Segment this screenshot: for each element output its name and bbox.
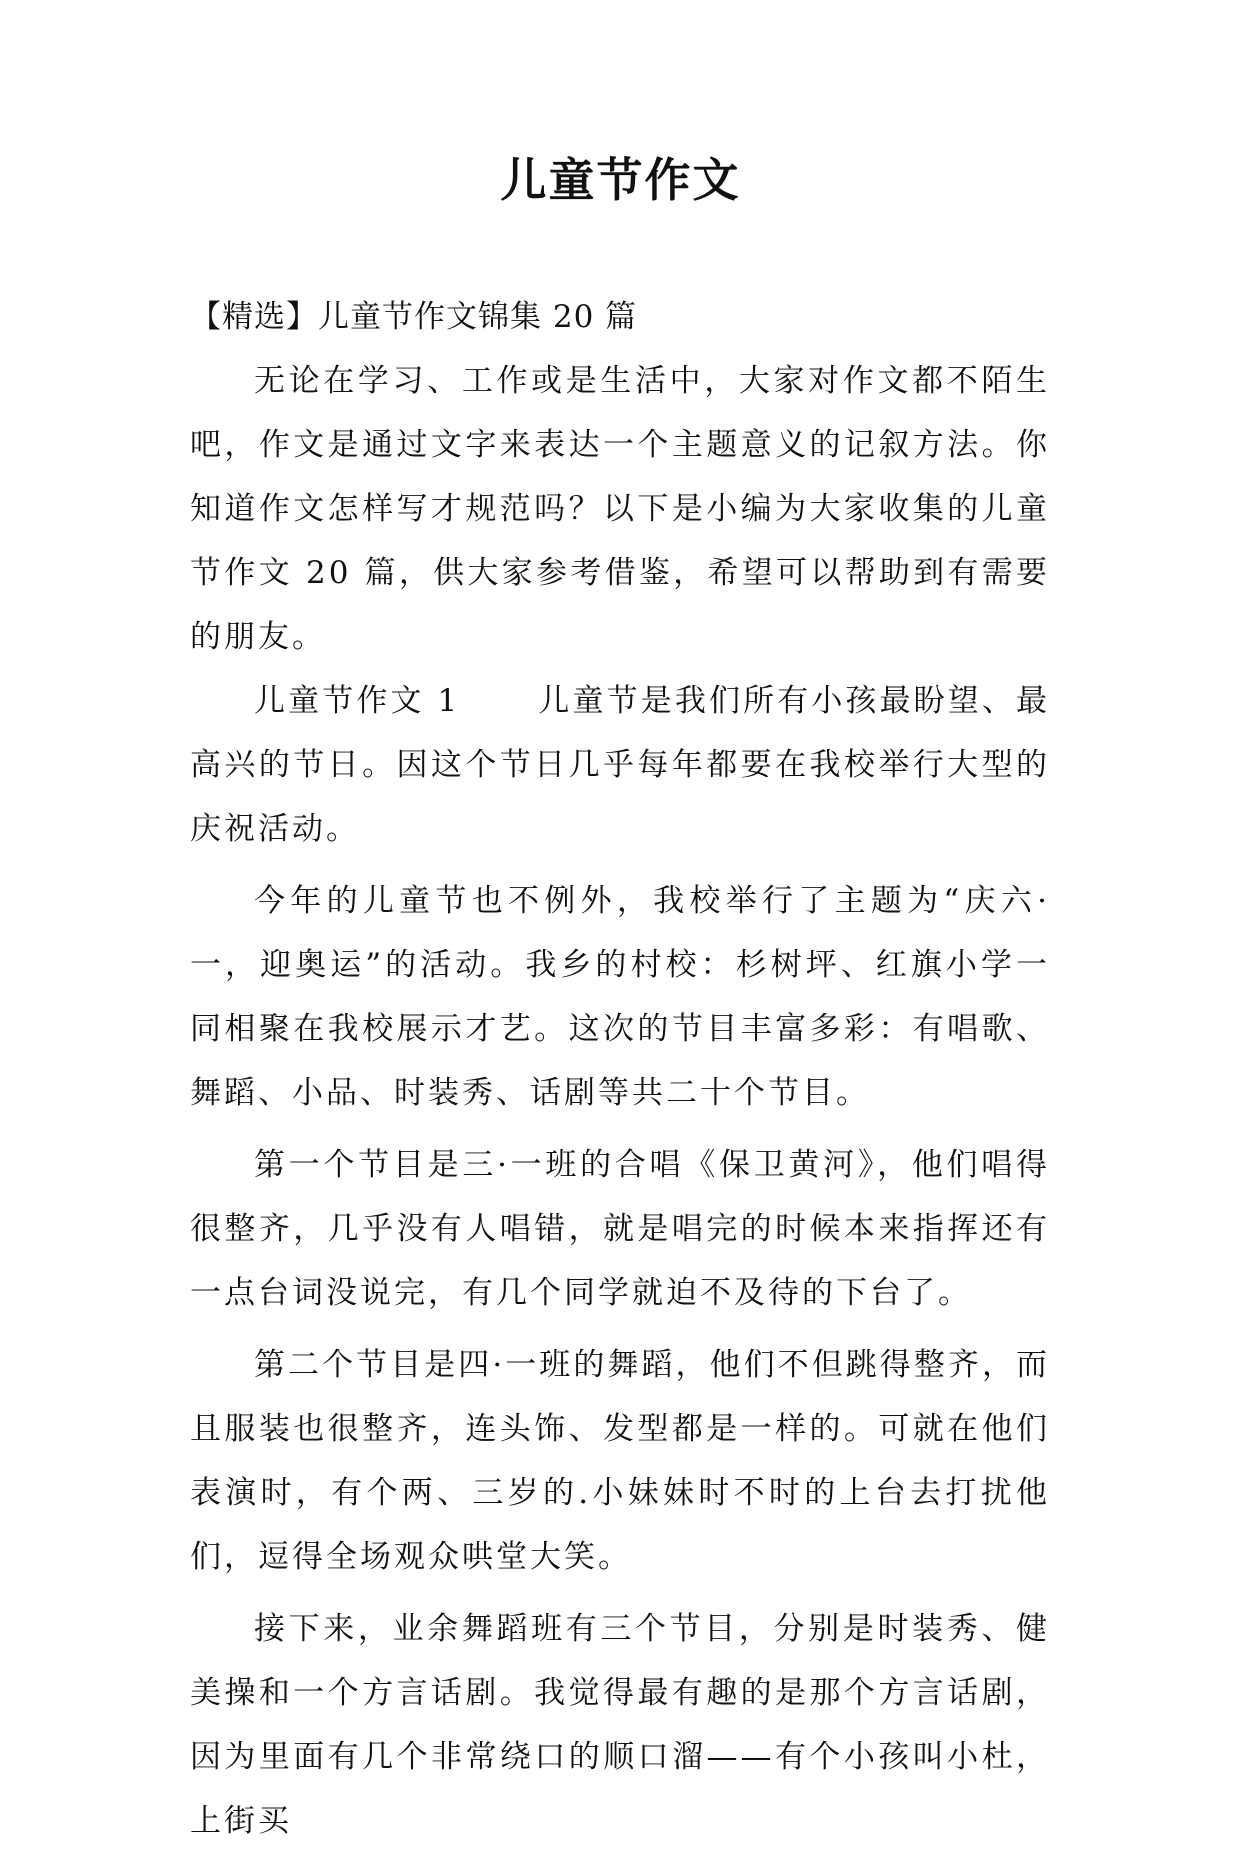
body-paragraph: 今年的儿童节也不例外，我校举行了主题为“庆六·一，迎奥运”的活动。我乡的村校：杉树坪、红旗小学一同相聚在我校展示才艺。这次的节目丰富多彩：有唱歌、舞蹈、小品、时装秀、话剧等共二十个节目。 xyxy=(190,883,1050,1111)
essay-1-paragraph xyxy=(190,669,1050,861)
essay-1-first-text: 儿童节是我们所有小孩最盼望、最高兴的节日。因这个节日几乎每年都要在我校举行大型的庆祝活动。 xyxy=(190,683,1051,847)
document-title: 儿童节作文 xyxy=(500,153,741,207)
document-subtitle: 【精选】儿童节作文锦集 20 篇 xyxy=(190,299,638,335)
intro-paragraph: 无论在学习、工作或是生活中，大家对作文都不陌生吧，作文是通过文字来表达一个主题意义的记叙方法。你知道作文怎样写才规范吗？以下是小编为大家收集的儿童节作文 20 篇，供大家参考借鉴，希望可以帮助到有需要的朋友。 xyxy=(190,363,1050,655)
body-paragraph: 第二个节目是四·一班的舞蹈，他们不但跳得整齐，而且服装也很整齐，连头饰、发型都是一样的。可就在他们表演时，有个两、三岁的.小妹妹时不时的上台去打扰他们，逗得全场观众哄堂大笑。 xyxy=(190,1347,1050,1575)
body-paragraph: 接下来，业余舞蹈班有三个节目，分别是时装秀、健美操和一个方言话剧。我觉得最有趣的是那个方言话剧，因为里面有几个非常绕口的顺口溜——有个小孩叫小杜，上街买 xyxy=(190,1611,1050,1839)
body-paragraph: 第一个节目是三·一班的合唱《保卫黄河》，他们唱得很整齐，几乎没有人唱错，就是唱完的时候本来指挥还有一点台词没说完，有几个同学就迫不及待的下台了。 xyxy=(190,1147,1050,1311)
essay-1-heading: 儿童节作文 1 xyxy=(254,683,461,719)
document-body xyxy=(190,285,1050,1853)
